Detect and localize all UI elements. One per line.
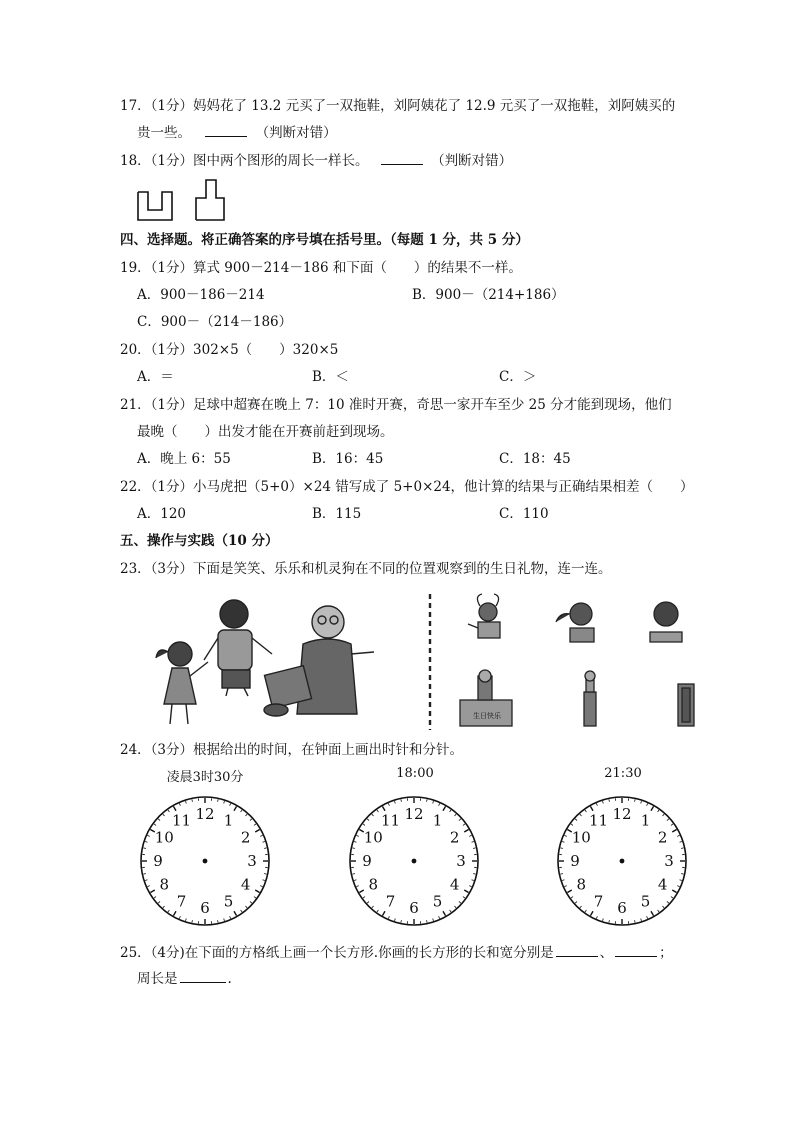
- step-shape: [196, 180, 224, 220]
- clock-3[interactable]: [554, 795, 694, 930]
- old-man-figure: [264, 606, 374, 716]
- clock-tick: [658, 910, 659, 912]
- clock-number: 4: [240, 875, 251, 894]
- clock-tick: [591, 806, 594, 810]
- clock-tick: [367, 901, 369, 903]
- clock-tick: [218, 920, 219, 922]
- clock-tick: [363, 824, 365, 825]
- clock-tick: [218, 799, 219, 801]
- section5-title: 五、操作与实践（10 分）: [120, 533, 279, 549]
- clock-tick: [388, 803, 389, 805]
- q17-line1: 17．（1分）妈妈花了 13.2 元买了一双拖鞋，刘阿姨花了 12.9 元买了一双拖鞋，刘阿姨买的: [120, 98, 676, 114]
- q22-text: 22．（1分）小马虎把（5+0）×24 错写成了 5+0×24，他计算的结果与正确结果相差（ ）: [120, 479, 694, 495]
- clock-tick: [154, 897, 156, 898]
- clock-tick: [241, 910, 242, 912]
- q25-perimeter-label: 周长是: [137, 971, 178, 987]
- girl-figure: [156, 642, 208, 724]
- q25-length-blank[interactable]: [556, 943, 598, 957]
- clock-number: 2: [240, 828, 251, 847]
- clock-tick: [367, 819, 369, 821]
- clock-tick: [603, 801, 604, 803]
- clock-number: 12: [195, 805, 215, 823]
- q18-answer-blank[interactable]: [381, 151, 423, 165]
- clock-tick: [469, 886, 471, 887]
- boy-view: [650, 602, 682, 642]
- clock-tick: [439, 916, 440, 918]
- u-shape: [138, 192, 172, 220]
- q18-suffix: （判断对错）: [431, 153, 513, 169]
- clock-tick: [443, 806, 446, 810]
- clock-tick: [174, 911, 177, 915]
- gift-box-label: 生日快乐: [473, 712, 501, 720]
- q24-text: 24．（3分）根据给出的时间，在钟面上画出时针和分针。: [120, 742, 464, 758]
- clock-number: 6: [200, 899, 210, 917]
- clock-tick: [662, 906, 664, 908]
- q17-suffix: （判断对错）: [255, 125, 337, 141]
- clock-tick: [647, 916, 648, 918]
- clock-number: 11: [171, 811, 192, 830]
- clock-tick: [158, 819, 160, 821]
- clock-tick: [264, 874, 266, 875]
- clock-number: 4: [449, 875, 460, 894]
- q23-text: 23．（3分）下面是笑笑、乐乐和机灵狗在不同的位置观察到的生日礼物，连一连。: [120, 561, 612, 577]
- clock-tick: [433, 801, 434, 803]
- clock-tick: [263, 842, 265, 843]
- clock-tick: [571, 824, 573, 825]
- q20-option-c[interactable]: C．＞: [499, 369, 537, 385]
- clock-tick: [260, 835, 262, 836]
- boy-figure: [204, 600, 272, 696]
- clock-1-title: 凌晨3时30分: [166, 770, 244, 785]
- clock-number: 5: [640, 892, 651, 911]
- clock-tick: [635, 799, 636, 801]
- clock-number: 6: [617, 899, 627, 917]
- q22-option-c[interactable]: C．110: [499, 506, 549, 522]
- clock-tick: [609, 799, 610, 801]
- clock-tick: [383, 911, 386, 915]
- q19-option-b[interactable]: B．900－（214+186）: [412, 287, 565, 303]
- clock-tick: [564, 835, 566, 836]
- q18-shapes: [136, 178, 236, 222]
- clock-tick: [186, 801, 187, 803]
- q18-text: 18．（1分）图中两个图形的周长一样长。: [120, 153, 369, 169]
- clock-number: 2: [449, 828, 460, 847]
- clock-tick: [575, 901, 577, 903]
- clock-tick: [658, 810, 659, 812]
- clock-tick: [641, 919, 642, 921]
- clock-center: [620, 859, 625, 864]
- clock-tick: [680, 842, 682, 843]
- clock-tick: [443, 911, 446, 915]
- clock-tick: [147, 835, 149, 836]
- clock-number: 3: [456, 852, 466, 870]
- clock-tick: [401, 799, 402, 801]
- clock-number: 9: [153, 852, 163, 870]
- clock-number: 8: [368, 875, 379, 894]
- clock-tick: [356, 835, 358, 836]
- clock-tick: [250, 819, 252, 821]
- clock-tick: [564, 886, 566, 887]
- clock-tick: [677, 886, 679, 887]
- clock-number: 12: [404, 805, 424, 823]
- clock-tick: [463, 897, 465, 898]
- clock-tick: [459, 901, 461, 903]
- clock-tick: [143, 848, 145, 849]
- clock-tick: [672, 890, 676, 893]
- clock-tick: [439, 803, 440, 805]
- clock-tick: [224, 801, 225, 803]
- clock-tick: [464, 830, 468, 833]
- clock-tick: [562, 880, 564, 881]
- gift-side-view: [584, 671, 596, 726]
- clock-center: [412, 859, 417, 864]
- clock-tick: [145, 880, 147, 881]
- clock-tick: [450, 810, 451, 812]
- q21-line2: 最晚（ ）出发才能在开赛前赶到现场。: [137, 424, 394, 440]
- clock-number: 1: [223, 811, 234, 830]
- clock-tick: [234, 911, 237, 915]
- clock-number: 9: [362, 852, 372, 870]
- q19-option-a[interactable]: A．900－186－214: [137, 287, 265, 303]
- clock-tick: [667, 819, 669, 821]
- clock-tick: [681, 874, 683, 875]
- clock-tick: [585, 910, 586, 912]
- clock-tick: [667, 901, 669, 903]
- clock-number: 7: [593, 892, 604, 911]
- clock-tick: [651, 806, 654, 810]
- clock-tick: [395, 919, 396, 921]
- clock-number: 5: [223, 892, 234, 911]
- clock-number: 10: [154, 828, 174, 847]
- clock-tick: [179, 803, 180, 805]
- clock-number: 3: [247, 852, 257, 870]
- clock-tick: [560, 848, 562, 849]
- clock-tick: [352, 874, 354, 875]
- clock-tick: [145, 842, 147, 843]
- clock-tick: [383, 806, 386, 810]
- q22-option-a[interactable]: A．120: [137, 506, 187, 522]
- q25-perimeter-blank[interactable]: [180, 969, 226, 983]
- clock-number: 2: [657, 828, 668, 847]
- q25-line1: [120, 943, 673, 962]
- clock-tick: [459, 819, 461, 821]
- clock-number: 4: [657, 875, 668, 894]
- q19-option-c[interactable]: C．900－（214－186）: [137, 314, 293, 330]
- q19-text: 19．（1分）算式 900－214－186 和下面（ ）的结果不一样。: [120, 260, 522, 276]
- clock-number: 8: [576, 875, 587, 894]
- clock-tick: [158, 901, 160, 903]
- girl-view: [556, 603, 594, 642]
- clock-tick: [580, 906, 582, 908]
- clock-tick: [234, 806, 237, 810]
- clock-number: 5: [432, 892, 443, 911]
- clock-tick: [585, 810, 586, 812]
- clock-tick: [372, 906, 374, 908]
- clock-number: 9: [570, 852, 580, 870]
- q20-option-a[interactable]: A．＝: [137, 369, 174, 385]
- q20-text: 20．（1分）302×5（ ）320×5: [120, 342, 339, 358]
- q18-line: [120, 151, 512, 170]
- clock-tick: [352, 848, 354, 849]
- clock-3-title: 21:30: [604, 766, 642, 781]
- q25-period: .: [227, 971, 232, 987]
- clock-number: 11: [588, 811, 609, 830]
- clock-number: 1: [432, 811, 443, 830]
- dog-view: [468, 594, 500, 638]
- clock-tick: [168, 810, 169, 812]
- clock-tick: [254, 897, 256, 898]
- clock-tick: [567, 890, 571, 893]
- clock-tick: [672, 830, 676, 833]
- clock-tick: [174, 806, 177, 810]
- clock-tick: [596, 916, 597, 918]
- clock-number: 7: [385, 892, 396, 911]
- q21-option-b[interactable]: B．16：45: [312, 451, 384, 467]
- clock-1[interactable]: [137, 795, 277, 930]
- clock-tick: [186, 919, 187, 921]
- clock-tick: [463, 824, 465, 825]
- q25-text: 25．（4分)在下面的方格纸上画一个长方形.你画的长方形的长和宽分别是: [120, 945, 554, 961]
- clock-number: 3: [664, 852, 674, 870]
- clock-tick: [245, 906, 247, 908]
- clock-number: 6: [409, 899, 419, 917]
- clock-tick: [245, 814, 247, 816]
- clock-tick: [260, 886, 262, 887]
- clock-tick: [469, 835, 471, 836]
- clock-tick: [596, 803, 597, 805]
- q21-line1: 21．（1分）足球中超赛在晚上 7：10 准时开赛，奇思一家开车至少 25 分才能到现场，他们: [120, 397, 672, 413]
- clock-tick: [450, 910, 451, 912]
- clock-tick: [454, 814, 456, 816]
- clock-tick: [255, 890, 259, 893]
- clock-tick: [473, 848, 475, 849]
- clock-2[interactable]: [346, 795, 486, 930]
- clock-tick: [163, 814, 165, 816]
- clock-center: [203, 859, 208, 864]
- clock-tick: [635, 920, 636, 922]
- clock-tick: [464, 890, 468, 893]
- clock-tick: [395, 801, 396, 803]
- clock-tick: [472, 842, 474, 843]
- clock-number: 8: [159, 875, 170, 894]
- clock-tick: [609, 920, 610, 922]
- clock-tick: [473, 874, 475, 875]
- clock-tick: [356, 886, 358, 887]
- clock-tick: [250, 901, 252, 903]
- clock-tick: [680, 880, 682, 881]
- clock-tick: [427, 920, 428, 922]
- clock-tick: [662, 814, 664, 816]
- clock-tick: [591, 911, 594, 915]
- clock-tick: [571, 897, 573, 898]
- clock-tick: [454, 906, 456, 908]
- clock-tick: [192, 920, 193, 922]
- clock-tick: [363, 897, 365, 898]
- clock-tick: [354, 842, 356, 843]
- clock-tick: [580, 814, 582, 816]
- clock-tick: [388, 916, 389, 918]
- clock-tick: [230, 803, 231, 805]
- clock-tick: [560, 874, 562, 875]
- q25-width-blank[interactable]: [615, 943, 657, 957]
- clock-tick: [651, 911, 654, 915]
- clock-tick: [150, 890, 154, 893]
- clock-tick: [377, 910, 378, 912]
- clock-tick: [154, 824, 156, 825]
- clock-tick: [263, 880, 265, 881]
- clock-tick: [377, 810, 378, 812]
- q25-semicolon: ；: [659, 945, 673, 961]
- clock-tick: [264, 848, 266, 849]
- clock-number: 10: [571, 828, 591, 847]
- section4-title: 四、选择题。将正确答案的序号填在括号里。（每题 1 分，共 5 分）: [120, 232, 529, 248]
- q17-answer-blank[interactable]: [205, 123, 247, 137]
- clock-tick: [241, 810, 242, 812]
- q20-option-b[interactable]: B．＜: [312, 369, 349, 385]
- clock-tick: [168, 910, 169, 912]
- clock-tick: [163, 906, 165, 908]
- clock-2-title: 18:00: [396, 766, 434, 781]
- clock-number: 1: [640, 811, 651, 830]
- clock-tick: [647, 803, 648, 805]
- q22-option-b[interactable]: B．115: [312, 506, 362, 522]
- gift-top-view: [678, 684, 694, 726]
- clock-tick: [254, 824, 256, 825]
- clock-tick: [603, 919, 604, 921]
- clock-tick: [677, 835, 679, 836]
- q23-illustration: [138, 592, 708, 732]
- clock-tick: [230, 916, 231, 918]
- clock-tick: [359, 890, 363, 893]
- clock-tick: [433, 919, 434, 921]
- clock-tick: [179, 916, 180, 918]
- clock-tick: [575, 819, 577, 821]
- clock-tick: [255, 830, 259, 833]
- q17-line2: [137, 123, 337, 142]
- clock-tick: [472, 880, 474, 881]
- clock-number: 11: [380, 811, 401, 830]
- clock-tick: [143, 874, 145, 875]
- q25-separator: 、: [599, 945, 614, 961]
- clock-number: 7: [176, 892, 187, 911]
- clock-tick: [641, 801, 642, 803]
- clock-tick: [372, 814, 374, 816]
- clock-number: 12: [612, 805, 632, 823]
- clock-tick: [671, 897, 673, 898]
- q17-text: 贵一些。: [137, 125, 191, 141]
- clock-tick: [681, 848, 683, 849]
- clock-tick: [401, 920, 402, 922]
- clock-tick: [192, 799, 193, 801]
- q21-option-a[interactable]: A．晚上 6：55: [137, 451, 231, 467]
- clock-tick: [562, 842, 564, 843]
- clock-tick: [354, 880, 356, 881]
- clock-tick: [427, 799, 428, 801]
- clock-tick: [671, 824, 673, 825]
- clock-number: 10: [363, 828, 383, 847]
- q25-line2: [137, 969, 232, 988]
- q21-option-c[interactable]: C．18：45: [499, 451, 571, 467]
- clock-tick: [147, 886, 149, 887]
- clock-tick: [224, 919, 225, 921]
